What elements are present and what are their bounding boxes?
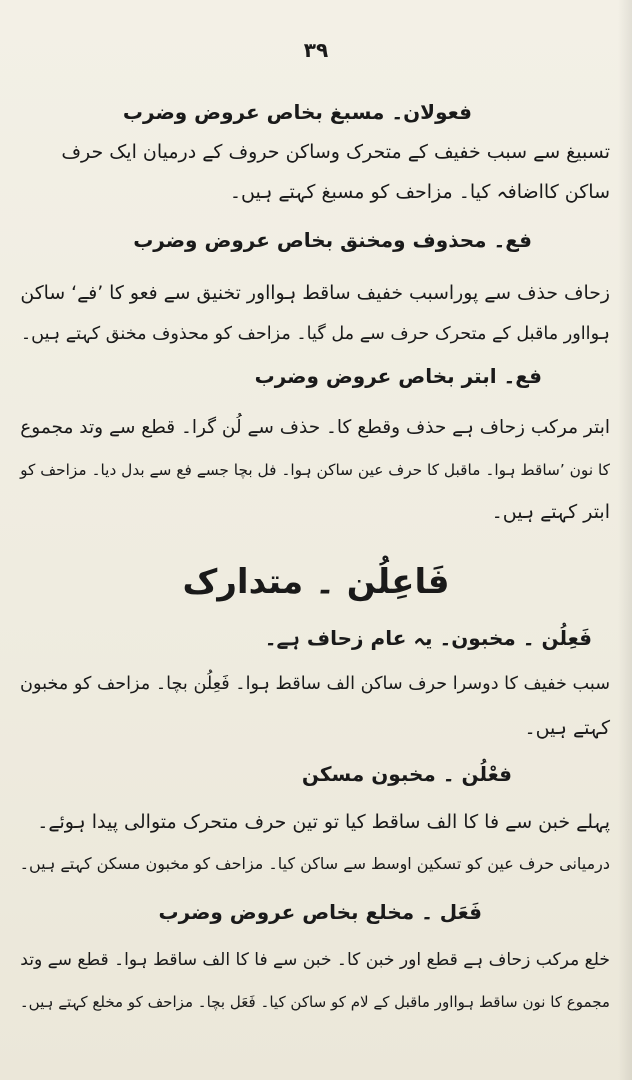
- text-line-9: کا نون ’ساقط ہوا۔ ماقبل کا حرف عین ساکن ہوا۔ فل بچا جسے فع سے بدل دیا۔ مزاحف کو: [20, 461, 610, 479]
- page-number: ۳۹: [303, 38, 329, 62]
- text-line-19: مجموع کا نون ساقط ہوااور ماقبل کے لام کو ساکن کیا۔ فَعَل بچا۔ مزاحف کو مخلع کہتے ہیں۔: [19, 993, 610, 1011]
- section-title: فَاعِلُن ۔ متدارک: [182, 562, 450, 602]
- text-line-10: ابتر کہتے ہیں۔: [491, 501, 610, 523]
- text-line-3: ساکن کااضافہ کیا۔ مزاحف کو مسبغ کہتے ہیں۔: [229, 181, 610, 203]
- text-line-2: تسبیغ سے سبب خفیف کے متحرک وساکن حروف کے درمیان ایک حرف: [61, 141, 610, 163]
- text-line-13: کہتے ہیں۔: [524, 717, 610, 739]
- text-line-5: زحاف حذف سے پوراسبب خفیف ساقط ہوااور تخنیق سے فعو کا ’فے‘ ساکن: [20, 283, 610, 304]
- text-line-6: ہوااور ماقبل کے متحرک حرف سے مل گیا۔ مزاحف کو محذوف مخنق کہتے ہیں۔: [20, 324, 610, 344]
- text-line-11: فَعِلُن ۔ مخبون۔ یہ عام زحاف ہے۔: [264, 626, 592, 650]
- text-line-14: فعْلُن ۔ مخبون مسکن: [301, 762, 512, 786]
- text-line-15: پہلے خبن سے فا کا الف ساقط کیا تو تین حرف متحرک متوالی پیدا ہوئے۔: [37, 811, 610, 833]
- text-line-17: فَعَل ۔ مخلع بخاص عروض وضرب: [158, 900, 482, 924]
- text-line-4: فع۔ محذوف ومخنق بخاص عروض وضرب: [133, 228, 532, 252]
- text-line-1: فعولان۔ مسبغ بخاص عروض وضرب: [122, 100, 472, 124]
- text-line-18: خلع مرکب زحاف ہے قطع اور خبن کا۔ خبن سے فا کا الف ساقط ہوا۔ قطع سے وتد: [20, 950, 610, 970]
- text-line-8: ابتر مرکب زحاف ہے حذف وقطع کا۔ حذف سے لُن گرا۔ قطع سے وتد مجموع: [20, 417, 610, 438]
- page-edge-shadow: [618, 0, 632, 1080]
- text-line-16: درمیانی حرف عین کو تسکین اوسط سے ساکن کیا۔ مزاحف کو مخبون مسکن کہتے ہیں۔: [19, 854, 610, 873]
- text-line-7: فع۔ ابتر بخاص عروض وضرب: [254, 364, 542, 388]
- text-line-12: سبب خفیف کا دوسرا حرف ساکن الف ساقط ہوا۔ فَعِلُن بچا۔ مزاحف کو مخبون: [20, 674, 610, 694]
